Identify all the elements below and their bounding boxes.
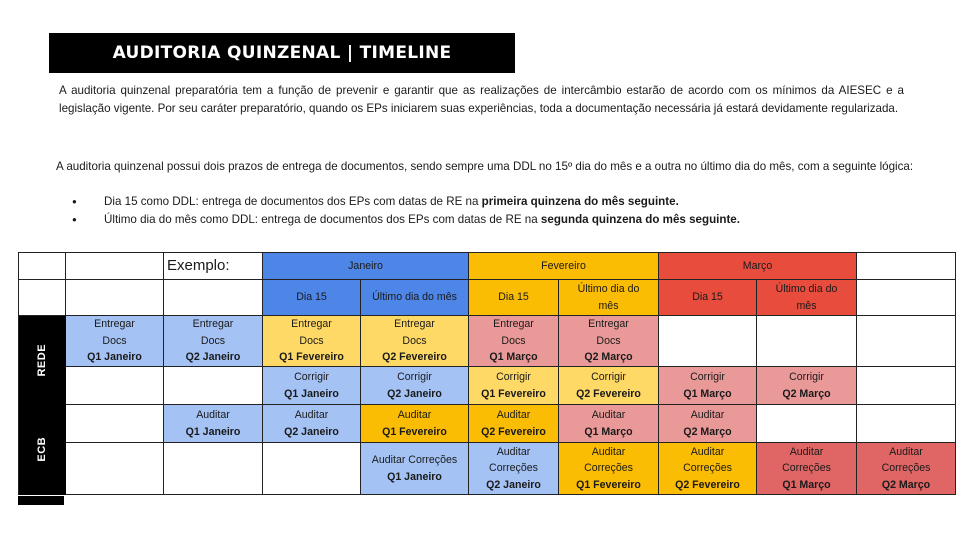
task-cell [164, 405, 263, 443]
page-title: AUDITORIA QUINZENAL | TIMELINE [49, 33, 515, 73]
task-action: Auditar [196, 409, 230, 421]
task-period: Q2 Fevereiro [675, 478, 740, 491]
task-action: Auditar Correções [683, 445, 732, 475]
task-period: Q1 Março [489, 351, 538, 364]
task-action: Entregar Docs [394, 318, 435, 347]
task-period: Q2 Janeiro [387, 387, 442, 400]
task-action: Corrigir [789, 371, 824, 383]
task-cell [857, 443, 956, 495]
rule-emphasis: segunda quinzena do mês seguinte. [540, 213, 740, 226]
deadline-rules-list [72, 193, 740, 229]
task-action: Auditar Correções [371, 454, 458, 466]
task-action: Auditar [690, 409, 725, 421]
task-cell [559, 367, 659, 405]
task-period: Q1 Março [683, 387, 732, 400]
empty-cell [66, 443, 164, 495]
task-period: Q1 Janeiro [284, 387, 339, 400]
empty-cell [66, 280, 164, 316]
empty-cell [18, 252, 66, 280]
task-action: Auditar [591, 409, 626, 421]
task-period: Q1 Fevereiro [382, 425, 447, 438]
task-cell [559, 316, 659, 367]
empty-cell [66, 252, 164, 280]
task-cell [263, 405, 361, 443]
task-action: Auditar Correções [782, 445, 831, 475]
task-action: Auditar [496, 409, 531, 421]
task-action: Corrigir [591, 371, 626, 383]
empty-cell [857, 316, 956, 367]
empty-cell [164, 280, 263, 316]
deadline-janeiro-ultimo-dia: Último dia do mês [361, 280, 469, 316]
task-action: Auditar Correções [881, 445, 931, 475]
month-header-marco: Março [659, 252, 857, 280]
task-cell [361, 443, 469, 495]
empty-cell [857, 252, 956, 280]
task-period: Q2 Março [683, 425, 732, 438]
side-label-tail [18, 496, 64, 505]
empty-cell [659, 316, 757, 367]
deadline-fevereiro-ultimo-dia: Último dia do mês [559, 280, 659, 316]
task-period: Q1 Março [584, 425, 633, 438]
task-period: Q1 Fevereiro [576, 478, 641, 491]
rule-text: Dia 15 como DDL: entrega de documentos dos EPs com datas de RE na [104, 195, 482, 208]
task-period: Q1 Março [782, 478, 831, 491]
task-action: Corrigir [690, 371, 725, 383]
task-period: Q2 Janeiro [486, 478, 541, 491]
deadline-fevereiro-dia-15: Dia 15 [469, 280, 559, 316]
deadline-marco-dia-15: Dia 15 [659, 280, 757, 316]
empty-cell [18, 280, 66, 316]
empty-cell [164, 367, 263, 405]
task-action: Corrigir [397, 371, 432, 383]
task-action: Auditar Correções [584, 445, 633, 475]
deadline-marco-ultimo-dia: Último dia do mês [757, 280, 857, 316]
empty-cell [757, 405, 857, 443]
task-cell [757, 367, 857, 405]
empty-cell [857, 367, 956, 405]
task-cell [659, 443, 757, 495]
deadlines-paragraph: A auditoria quinzenal possui dois prazos de entrega de documentos, sendo sempre uma DDL no 15º dia do mês e a outra no último dia do mês, com a seguinte lógica: [56, 160, 914, 173]
task-period: Q2 Março [782, 387, 831, 400]
task-action: Auditar [294, 409, 329, 421]
task-cell [469, 316, 559, 367]
task-period: Q1 Fevereiro [481, 387, 546, 400]
month-header-janeiro: Janeiro [263, 252, 469, 280]
task-cell [659, 405, 757, 443]
side-label-text: REDE [35, 343, 48, 377]
task-cell [263, 316, 361, 367]
intro-paragraph: A auditoria quinzenal preparatória tem a função de prevenir e garantir que as realizações de intercâmbio estarão de acordo com os mínimos da AIESEC e a legislação vigente. Por seu caráter preparatório, quando os EPs iniciarem suas experiências, toda a documentação necessária já estará devidamente regularizada. [59, 84, 904, 115]
task-cell [66, 316, 164, 367]
task-cell [361, 316, 469, 367]
task-cell [469, 443, 559, 495]
example-label: Exemplo: [164, 252, 263, 280]
task-period: Q2 Março [584, 351, 633, 364]
task-action: Entregar Docs [493, 318, 534, 347]
task-action: Entregar Docs [94, 318, 135, 347]
month-header-fevereiro: Fevereiro [469, 252, 659, 280]
task-cell [659, 367, 757, 405]
empty-cell [66, 405, 164, 443]
empty-cell [263, 443, 361, 495]
task-cell [559, 443, 659, 495]
deadline-janeiro-dia-15: Dia 15 [263, 280, 361, 316]
task-period: Q2 Janeiro [284, 425, 339, 438]
task-period: Q1 Janeiro [387, 470, 442, 483]
empty-cell [164, 443, 263, 495]
task-cell [469, 367, 559, 405]
task-cell [263, 367, 361, 405]
task-period: Q2 Fevereiro [481, 425, 546, 438]
side-label-ecb [18, 405, 66, 495]
rule-dia-15 [72, 193, 740, 211]
side-label-rede [18, 316, 66, 405]
empty-cell [757, 316, 857, 367]
task-action: Auditar [397, 409, 432, 421]
task-period: Q2 Fevereiro [576, 387, 641, 400]
task-cell [469, 405, 559, 443]
task-period: Q1 Janeiro [185, 425, 241, 438]
rule-emphasis: primeira quinzena do mês seguinte. [481, 195, 679, 208]
task-action: Corrigir [496, 371, 531, 383]
rule-text: Último dia do mês como DDL: entrega de documentos dos EPs com datas de RE na [104, 213, 541, 226]
timeline-table [18, 252, 956, 496]
task-cell [361, 405, 469, 443]
task-period: Q1 Fevereiro [279, 351, 344, 364]
rule-ultimo-dia [72, 211, 740, 229]
task-cell [757, 443, 857, 495]
task-period: Q1 Janeiro [87, 351, 142, 364]
empty-cell [857, 280, 956, 316]
task-action: Corrigir [294, 371, 329, 383]
task-action: Entregar Docs [291, 318, 332, 347]
task-period: Q2 Março [881, 478, 931, 491]
empty-cell [857, 405, 956, 443]
task-action: Auditar Correções [489, 445, 538, 475]
task-action: Entregar Docs [192, 318, 234, 347]
side-label-text: ECB [35, 437, 48, 462]
task-action: Entregar Docs [588, 318, 629, 347]
task-cell [164, 316, 263, 367]
task-period: Q2 Janeiro [185, 351, 241, 364]
task-cell [361, 367, 469, 405]
task-cell [559, 405, 659, 443]
task-period: Q2 Fevereiro [382, 351, 447, 364]
empty-cell [66, 367, 164, 405]
